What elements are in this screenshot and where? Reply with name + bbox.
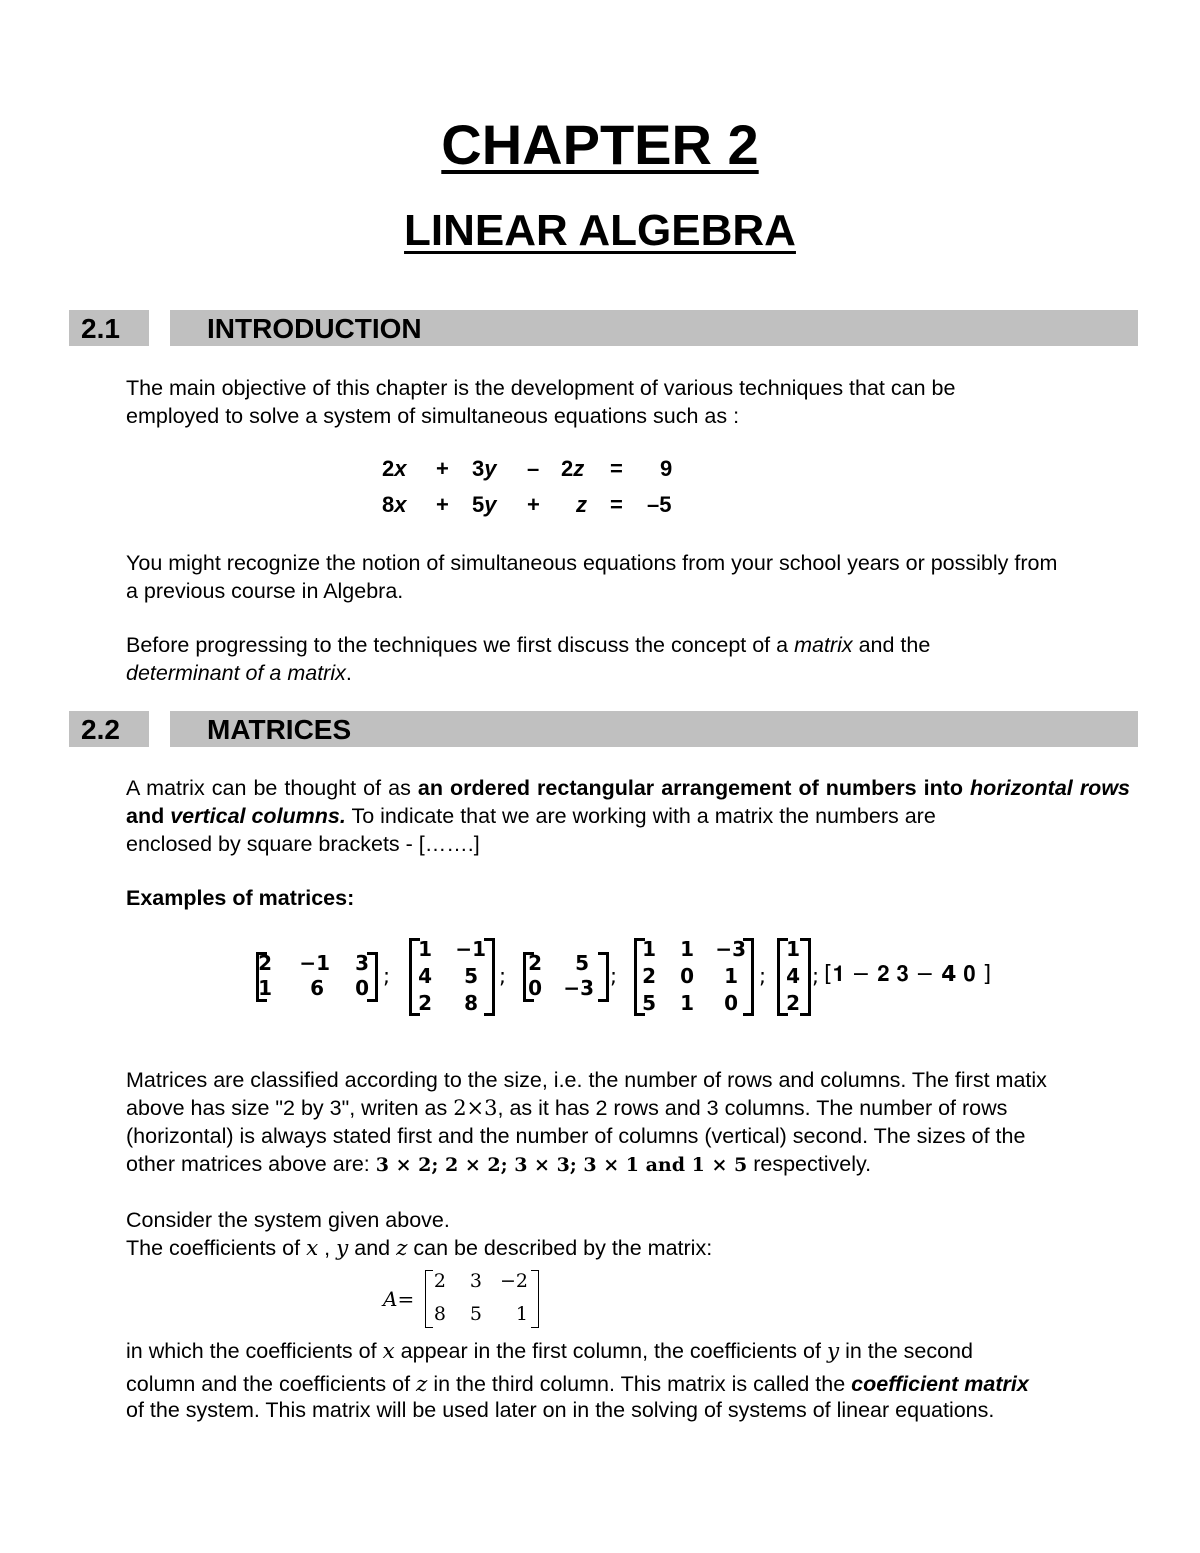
matrix2-cell: 4	[418, 964, 432, 988]
matrix-A-label: A=	[383, 1287, 415, 1311]
classification-paragraph	[126, 1066, 1130, 1179]
class-line2-b: , as it has 2 rows and 3 columns. The number of rows	[497, 1096, 1008, 1120]
def-bold-b: an ordered rectangular arrangement of numbers into	[417, 776, 971, 800]
coef-comma: ,	[318, 1236, 337, 1260]
eq1-op2: –	[527, 456, 540, 481]
matrix-A-cell: −2	[499, 1270, 528, 1292]
coef-text-a: The coefficients of	[126, 1236, 307, 1260]
matrix1-cell: −1	[299, 951, 330, 975]
matrix4-cell: 1	[724, 964, 738, 988]
matrix2-cell: 5	[464, 964, 478, 988]
sizes-list: 3 × 2; 2 × 2; 3 × 3; 3 × 1 and 1 × 5	[375, 1154, 748, 1176]
def-vertical-columns: vertical columns.	[170, 804, 346, 828]
eq1-equals: =	[610, 456, 623, 481]
var-y: y	[826, 1339, 840, 1364]
semicolon: ;	[812, 964, 820, 988]
eq2-term1: 8x	[382, 492, 407, 517]
matrix4-right-bracket	[743, 938, 754, 1016]
matrix3-cell: 5	[575, 951, 589, 975]
matrix4-cell: 1	[680, 937, 694, 961]
intro-p1-line2: employed to solve a system of simultaneous equations such as :	[126, 404, 740, 428]
matrix1-cell: 3	[355, 951, 369, 975]
intro-p2-line1: You might recognize the notion of simultaneous equations from your school years or possibly from	[126, 551, 1058, 575]
semicolon: ;	[383, 964, 391, 988]
intro-p3-text-b: and the	[852, 633, 931, 657]
matrix5-cell: 2	[786, 991, 800, 1015]
matrix4-cell: 0	[724, 991, 738, 1015]
eq1-term2: 3y	[472, 456, 497, 481]
term-determinant: determinant of a matrix	[126, 661, 346, 685]
semicolon: ;	[759, 964, 767, 988]
matrix1-cell: 0	[355, 976, 369, 1000]
matrix2-right-bracket	[484, 938, 495, 1016]
semicolon: ;	[499, 964, 507, 988]
intro-p3-end: .	[345, 661, 352, 685]
matrix-A-cell: 5	[469, 1303, 482, 1325]
chapter-subtitle: LINEAR ALGEBRA	[404, 206, 796, 255]
last-line1-b: appear in the first column, the coefficients of	[394, 1339, 827, 1363]
matrix-A-cell: 3	[469, 1270, 482, 1292]
matrix1-cell: 6	[310, 976, 324, 1000]
class-line4-b: respectively.	[747, 1152, 872, 1176]
last-line1-a: in which the coefficients of	[126, 1339, 383, 1363]
matrix1-cell: 2	[258, 951, 272, 975]
eq1-term1: 2x	[382, 456, 407, 481]
section-title-introduction: INTRODUCTION	[170, 310, 1138, 346]
matrix-A-cell: 8	[433, 1303, 446, 1325]
last-line1-c: in the second	[839, 1339, 973, 1363]
matrix4-cell: 2	[642, 964, 656, 988]
matrix5-cell: 1	[786, 937, 800, 961]
def-text-a: A matrix can be thought of as	[126, 776, 418, 800]
matrix4-cell: 1	[642, 937, 656, 961]
semicolon: ;	[610, 964, 618, 988]
coefficient-matrix-paragraph	[126, 1335, 1130, 1401]
var-z: z	[416, 1372, 428, 1397]
matrix4-cell: 1	[680, 991, 694, 1015]
matrix2-cell: −1	[455, 937, 486, 961]
term-coefficient-matrix: coefficient matrix	[851, 1372, 1029, 1396]
eq2-rhs: –5	[647, 492, 672, 517]
matrix3-cell: 2	[528, 951, 542, 975]
consider-line: Consider the system given above.	[126, 1208, 450, 1232]
matrix3-right-bracket	[598, 952, 609, 1002]
intro-paragraph-3	[126, 631, 1130, 687]
matrix1-cell: 1	[258, 976, 272, 1000]
intro-paragraph-2	[126, 549, 1130, 605]
matrix2-cell: 2	[418, 991, 432, 1015]
def-rows: rows	[1079, 776, 1130, 800]
class-line3: (horizontal) is always stated first and the number of columns (vertical) second. The sizes of the	[126, 1124, 1026, 1148]
eq2-equals: =	[610, 492, 623, 517]
matrix1-right-bracket	[367, 952, 378, 1002]
class-line1: Matrices are classified according to the size, i.e. the number of rows and columns. The first matix	[126, 1068, 1047, 1092]
section-number-2-1: 2.1	[69, 310, 149, 346]
matrix-A-right-bracket	[531, 1270, 539, 1328]
intro-paragraph-1	[126, 374, 1130, 430]
last-line2-b: in the third column. This matrix is called the	[427, 1372, 852, 1396]
coef-and: and	[348, 1236, 397, 1260]
term-matrix: matrix	[794, 633, 853, 657]
def-text-c: To indicate that we are working with a matrix the numbers are	[345, 804, 936, 828]
matrix-A-cell: 2	[433, 1270, 446, 1292]
def-and: and	[126, 804, 171, 828]
eq1-rhs: 9	[660, 456, 673, 481]
matrix2-cell: 8	[464, 991, 478, 1015]
matrix4-cell: 5	[642, 991, 656, 1015]
eq1-op1: +	[436, 456, 449, 481]
consider-paragraph	[126, 1206, 1130, 1263]
matrix2-cell: 1	[418, 937, 432, 961]
matrix4-cell: −3	[715, 937, 746, 961]
intro-p3-text-a: Before progressing to the techniques we first discuss the concept of a	[126, 633, 795, 657]
matrix4-cell: 0	[680, 964, 694, 988]
intro-p2-line2: a previous course in Algebra.	[126, 579, 404, 603]
size-2x3: 2×3	[453, 1096, 498, 1120]
eq2-term3: z	[576, 492, 587, 517]
var-x: x	[306, 1236, 319, 1261]
matrix-A-cell: 1	[515, 1303, 528, 1325]
matrix5-cell: 4	[786, 964, 800, 988]
row-matrix: [𝟏 − 𝟐 𝟑 − 𝟰 𝟎 ]	[824, 962, 992, 987]
def-horizontal: horizontal	[970, 776, 1073, 800]
coef-text-b: can be described by the matrix:	[407, 1236, 713, 1260]
class-line4-a: other matrices above are:	[126, 1152, 376, 1176]
var-z: z	[396, 1236, 408, 1261]
matrix5-right-bracket	[800, 938, 811, 1016]
class-line2-a: above has size "2 by 3", writen as	[126, 1096, 454, 1120]
chapter-title: CHAPTER 2	[441, 113, 759, 176]
eq2-op1: +	[436, 492, 449, 517]
var-x: x	[382, 1339, 395, 1364]
def-text-d: enclosed by square brackets - […….]	[126, 832, 480, 856]
var-y: y	[336, 1236, 349, 1261]
examples-heading: Examples of matrices:	[126, 886, 355, 910]
section-title-matrices: MATRICES	[170, 711, 1138, 747]
last-line3: of the system. This matrix will be used later on in the solving of systems of linear equations.	[126, 1398, 995, 1422]
matrix3-cell: 0	[528, 976, 542, 1000]
eq2-op2: +	[527, 492, 540, 517]
last-line2-a: column and the coefficients of	[126, 1372, 417, 1396]
intro-p1-line1: The main objective of this chapter is the development of various techniques that can be	[126, 376, 956, 400]
eq1-term3: 2z	[561, 456, 585, 481]
matrix3-cell: −3	[563, 976, 594, 1000]
section-number-2-2: 2.2	[69, 711, 149, 747]
eq2-term2: 5y	[472, 492, 497, 517]
matrix-definition-paragraph	[126, 774, 1130, 858]
